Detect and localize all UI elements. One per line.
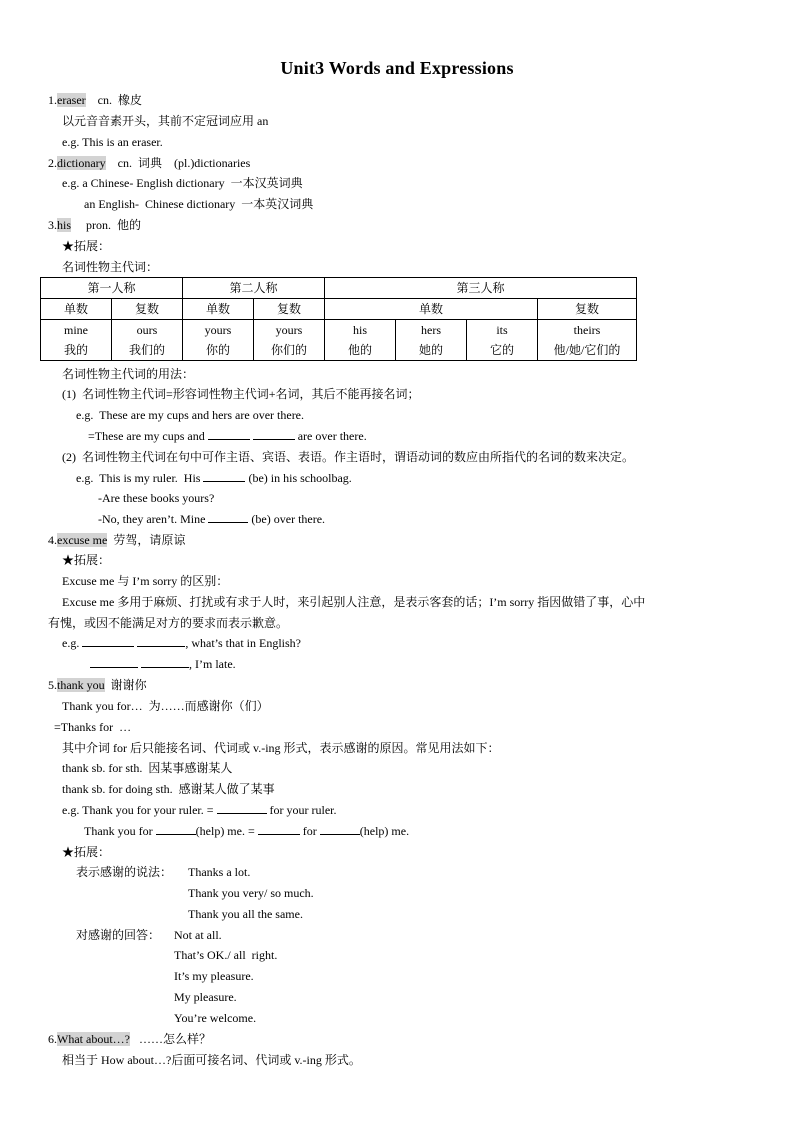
- cell-english: theirs: [573, 323, 601, 337]
- example-line: [62, 802, 337, 818]
- section-label: 表示感谢的说法：: [76, 865, 173, 879]
- table-header-cell: 第三人称: [325, 278, 637, 299]
- example-line: [62, 635, 301, 651]
- vocab-word: thank you: [57, 678, 105, 692]
- example-line: e.g. This is an eraser.: [62, 135, 163, 149]
- phrase-line: =Thanks for …: [54, 720, 132, 734]
- example-line: an English- Chinese dictionary 一本英汉词典: [84, 197, 314, 211]
- vocab-word: dictionary: [57, 156, 106, 170]
- entry-definition: 劳驾，请原谅: [107, 533, 186, 547]
- vocab-word: What about…?: [57, 1032, 130, 1046]
- example-text: e.g.: [62, 636, 83, 650]
- example-text: Thank you for: [84, 824, 156, 838]
- entry-excuse-me: [48, 532, 185, 548]
- list-item: Thanks a lot.: [188, 865, 251, 879]
- subheading: 名词性物主代词的用法：: [62, 367, 195, 381]
- table-header-cell: 单数: [325, 299, 538, 320]
- phrase-line: thank sb. for doing sth. 感谢某人做了某事: [62, 782, 275, 796]
- paragraph-line: 有愧，或因不能满足对方的要求而表示歉意。: [48, 616, 289, 630]
- table-header-row: [41, 299, 637, 320]
- cell-english: mine: [64, 323, 88, 337]
- phrase-line: Thank you for… 为……而感谢你（们）: [62, 699, 269, 713]
- table-cell: [538, 320, 637, 361]
- table-cell: [254, 320, 325, 361]
- subheading: Excuse me 与 I’m sorry 的区别：: [62, 574, 229, 588]
- cell-english: yours: [275, 323, 303, 337]
- table-header-cell: 第二人称: [183, 278, 325, 299]
- cell-english: hers: [421, 323, 441, 337]
- example-text: (be) in his schoolbag.: [245, 471, 352, 485]
- table-header-cell: 复数: [538, 299, 637, 320]
- example-text: for: [299, 824, 320, 838]
- table-header-cell: 复数: [254, 299, 325, 320]
- table-cell: [41, 320, 112, 361]
- table-cell: [325, 320, 396, 361]
- blank-line: [253, 428, 295, 440]
- entry-number: 6.: [48, 1032, 57, 1046]
- extension-heading: ★拓展：: [62, 553, 111, 567]
- rule-line: (1) 名词性物主代词=形容词性物主代词+名词，其后不能再接名词；: [62, 387, 420, 401]
- cell-chinese: 你的: [205, 343, 230, 357]
- entry-number: 5.: [48, 678, 57, 692]
- list-item: Thank you all the same.: [188, 907, 303, 921]
- entry-definition: cn. 词典 (pl.)dictionaries: [105, 156, 251, 170]
- example-text: (help) me.: [359, 824, 410, 838]
- example-text: =These are my cups and: [88, 429, 208, 443]
- extension-heading: ★拓展：: [62, 239, 111, 253]
- possessive-pronoun-table: [40, 277, 637, 361]
- example-line: [76, 470, 352, 486]
- blank-line: [82, 635, 134, 647]
- table-header-cell: 单数: [41, 299, 112, 320]
- blank-line: [137, 635, 185, 647]
- blank-line: [208, 428, 250, 440]
- blank-line: [156, 823, 196, 835]
- blank-line: [208, 511, 248, 523]
- blank-line: [320, 823, 360, 835]
- example-text: (help) me. =: [195, 824, 258, 838]
- example-line: -Are these books yours?: [98, 491, 215, 505]
- table-header-cell: 单数: [183, 299, 254, 320]
- list-item: You’re welcome.: [174, 1011, 257, 1025]
- entry-number: 2.: [48, 156, 57, 170]
- example-text: e.g. This is my ruler. His: [76, 471, 204, 485]
- list-item: That’s OK./ all right.: [174, 948, 278, 962]
- entry-definition: cn. 橡皮: [85, 93, 142, 107]
- section-label: 对感谢的回答：: [76, 928, 161, 942]
- cell-chinese: 你们的: [270, 343, 307, 357]
- example-text: -No, they aren’t. Mine: [98, 512, 209, 526]
- blank-line: [141, 656, 189, 668]
- table-cell: [112, 320, 183, 361]
- cell-chinese: 她的: [418, 343, 443, 357]
- entry-definition: 谢谢你: [104, 678, 147, 692]
- blank-line: [203, 470, 245, 482]
- list-item: Thank you very/ so much.: [188, 886, 314, 900]
- table-cell: [467, 320, 538, 361]
- example-line: e.g. These are my cups and hers are over there.: [76, 408, 305, 422]
- cell-english: yours: [204, 323, 232, 337]
- list-item: Not at all.: [174, 928, 222, 942]
- phrase-line: thank sb. for sth. 因某事感谢某人: [62, 761, 233, 775]
- entry-thank-you: [48, 677, 147, 693]
- note-line: 相当于 How about…?后面可接名词、代词或 v.-ing 形式。: [62, 1053, 361, 1067]
- example-line: [90, 656, 236, 672]
- vocab-word: his: [57, 218, 72, 232]
- table-cell: [183, 320, 254, 361]
- cell-english: ours: [136, 323, 158, 337]
- list-item: My pleasure.: [174, 990, 237, 1004]
- entry-eraser: [48, 92, 142, 108]
- blank-line: [258, 823, 300, 835]
- example-line: e.g. a Chinese- English dictionary 一本汉英词典: [62, 176, 303, 190]
- paragraph-line: 其中介词 for 后只能接名词、代词或 v.-ing 形式，表示感谢的原因。常见用法如下：: [62, 741, 500, 755]
- example-line: [84, 823, 409, 839]
- entry-number: 4.: [48, 533, 57, 547]
- paragraph-line: Excuse me 多用于麻烦、打扰或有求于人时，来引起别人注意，是表示客套的话；I’m sorry 指因做错了事，心中: [62, 595, 646, 609]
- entry-what-about: [48, 1031, 211, 1047]
- example-text: , what’s that in English?: [185, 636, 301, 650]
- page-title: Unit3 Words and Expressions: [280, 58, 514, 78]
- example-text: (be) over there.: [248, 512, 326, 526]
- table-header-cell: 第一人称: [41, 278, 183, 299]
- list-item: It’s my pleasure.: [174, 969, 254, 983]
- cell-english: its: [496, 323, 508, 337]
- extension-heading: ★拓展：: [62, 845, 111, 859]
- cell-chinese: 我的: [63, 343, 88, 357]
- vocab-word: excuse me: [57, 533, 108, 547]
- cell-chinese: 他的: [347, 343, 372, 357]
- entry-definition: pron. 他的: [71, 218, 142, 232]
- example-text: , I’m late.: [189, 657, 236, 671]
- blank-line: [217, 802, 267, 814]
- entry-definition: ……怎么样？: [129, 1032, 211, 1046]
- example-line: [88, 428, 367, 444]
- blank-line: [90, 656, 138, 668]
- table-header-cell: 复数: [112, 299, 183, 320]
- example-text: e.g. Thank you for your ruler. =: [62, 803, 217, 817]
- cell-chinese: 我们的: [128, 343, 165, 357]
- cell-chinese: 他/她/它们的: [553, 343, 621, 357]
- table-row: [41, 320, 637, 361]
- rule-line: (2) 名词性物主代词在句中可作主语、宾语、表语。作主语时，谓语动词的数应由所指代的名词的数来决定。: [62, 450, 634, 464]
- table-header-row: [41, 278, 637, 299]
- table-cell: [396, 320, 467, 361]
- note-line: 以元音音素开头，其前不定冠词应用 an: [62, 114, 269, 128]
- entry-number: 3.: [48, 218, 57, 232]
- vocab-word: eraser: [57, 93, 86, 107]
- cell-chinese: 它的: [489, 343, 514, 357]
- entry-number: 1.: [48, 93, 57, 107]
- cell-english: his: [352, 323, 367, 337]
- entry-dictionary: [48, 155, 250, 171]
- example-text: for your ruler.: [266, 803, 337, 817]
- entry-his: [48, 217, 141, 233]
- example-text: are over there.: [294, 429, 367, 443]
- subheading: 名词性物主代词：: [62, 260, 159, 274]
- example-line: [98, 511, 325, 527]
